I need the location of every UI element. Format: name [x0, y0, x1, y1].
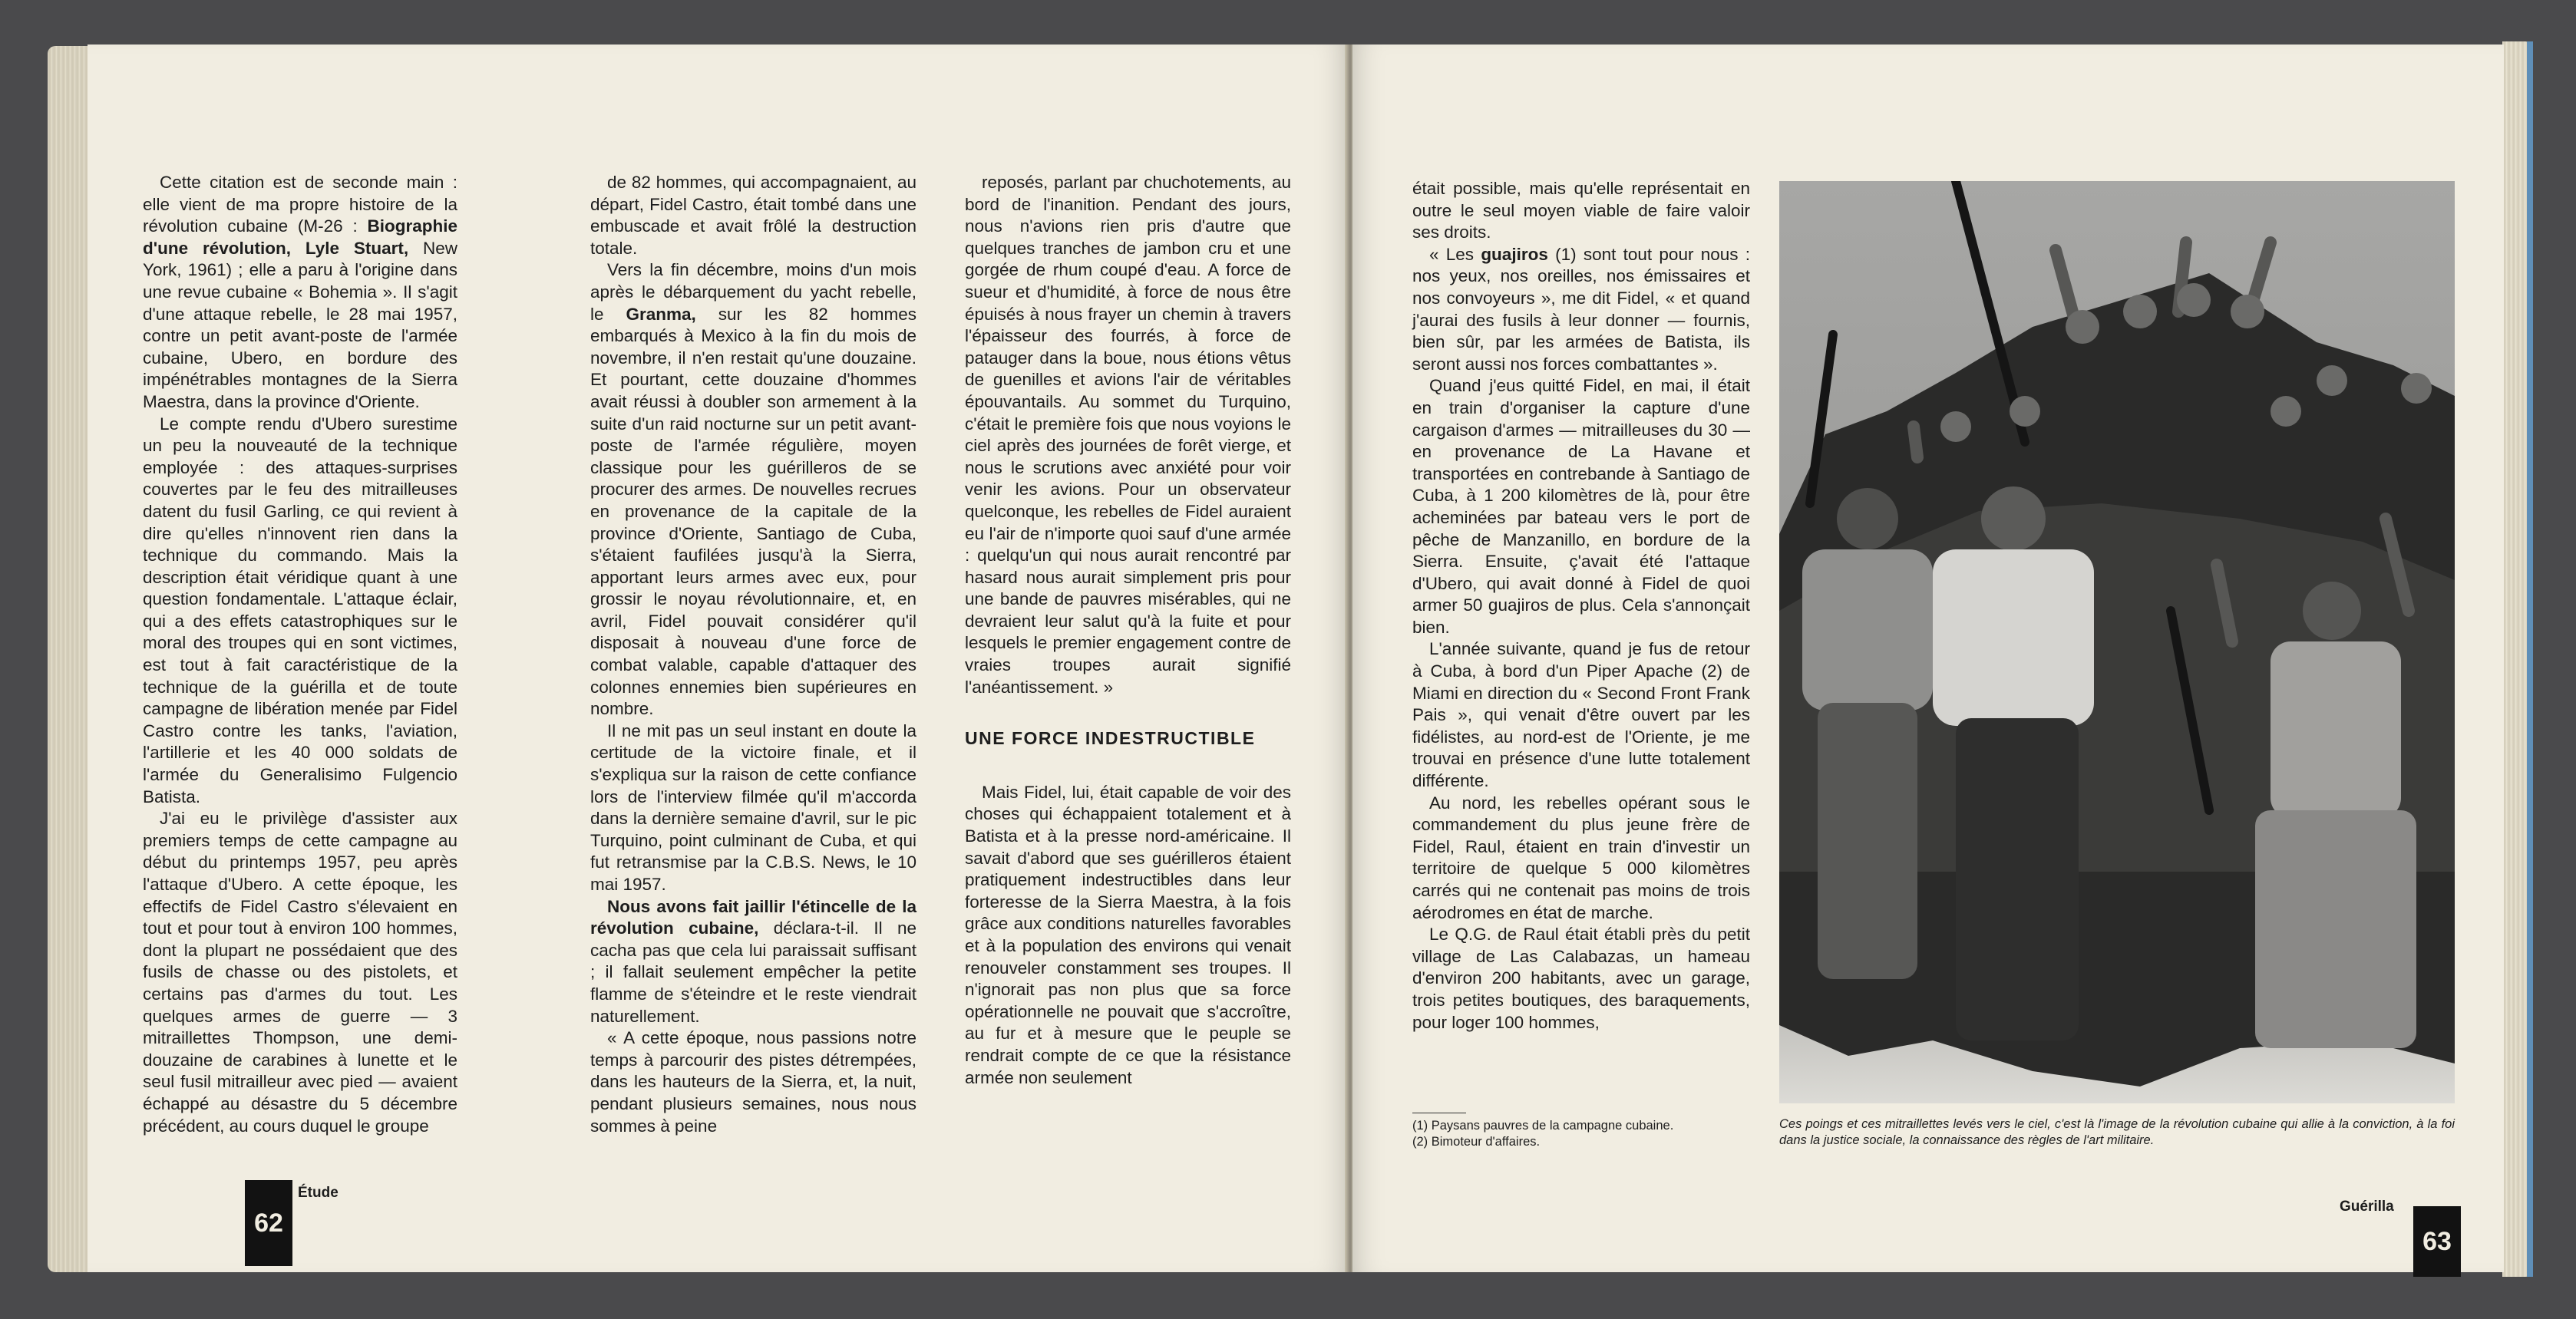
paragraph	[590, 259, 916, 720]
paragraph	[143, 414, 457, 809]
text-column-1	[143, 172, 457, 1137]
bold-text-run: Biographie d'une révolution, Lyle Stuart,	[143, 216, 457, 258]
paragraph	[1412, 793, 1750, 925]
text-run: Le compte rendu d'Ubero surestime un peu la nouveauté de la technique employée : des attaques-surprises couvertes par le feu des mitrailleuses datent du fusil Garling, ce qui revient à dire qu'elles n'innovent rien dans la technique du commando. Mais la description était véridique quant à une question fondamentale. L'attaque éclair, qui a des effets catastrophiques sur le moral des troupes qui en sont victimes, est tout à fait caractéristique de la technique de la guérilla et de toute campagne de libération menée par Fidel Castro contre les tanks, l'aviation, l'artillerie et les 40 000 soldats de l'armée du Generalisimo Fulgencio Batista.	[143, 414, 457, 806]
text-run: J'ai eu le privilège d'assister aux premiers temps de cette campagne au début du printemps 1957, peu après l'attaque d'Ubero. A cette époque, les effectifs de Fidel Castro s'élevaient en tout et pour tout à environ 100 hommes, dont la plupart ne possédaient que des fusils de chasse ou des pistolets, et certains pas d'armes du tout. Les quelques armes de guerre — 3 mitraillettes Thompson, une demi-douzaine de carabines à lunette et le seul fusil mitrailleur avec pied — avaient échappé au désastre du 5 décembre précédent, au cours duquel le groupe	[143, 809, 457, 1136]
text-run: Le Q.G. de Raul était établi près du petit village de Las Calabazas, un hameau d'environ 200 habitants, avec un garage, trois petites boutiques, des baraquements, pour loger 100 hommes,	[1412, 925, 1750, 1032]
right-page	[1352, 45, 2504, 1272]
section-heading: UNE FORCE INDESTRUCTIBLE	[965, 728, 1256, 749]
paragraph	[143, 808, 457, 1137]
photo-caption: Ces poings et ces mitraillettes levés vers le ciel, c'est là l'image de la révolution cubaine qui allie à la conviction, à la foi dans la justice sociale, la connaissance des règles de l'art militaire.	[1779, 1117, 2455, 1147]
running-head-left: Étude	[298, 1185, 339, 1201]
page-number-left: 62	[245, 1180, 292, 1266]
text-run: Quand j'eus quitté Fidel, en mai, il était en train d'organiser la capture d'une cargaison d'armes — mitrailleuses du 30 — en provenance de La Havane et transportées en contrebande à Santiago de Cuba, à 1 200 kilomètres de là, pour être acheminées par bateau vers le port de pêche de Manzanillo, en bordure de la Sierra. Ensuite, ç'avait été l'attaque d'Ubero, qui avait donné à Fidel de quoi armer 50 guajiros de plus. Cela s'annonçait bien.	[1412, 376, 1750, 637]
text-run: Il ne mit pas un seul instant en doute la certitude de la victoire finale, et il s'expliqua sur la raison de cette confiance lors de l'interview filmée qu'il m'accorda dans la dernière semaine d'avril, sur le pic Turquino, point culminant de Cuba, et qui fut retransmise par la C.B.S. News, le 10 mai 1957.	[590, 721, 916, 894]
running-head-right: Guérilla	[2340, 1199, 2394, 1215]
paragraph	[965, 172, 1291, 698]
paragraph	[590, 172, 916, 259]
text-run: L'année suivante, quand je fus de retour à Cuba, à bord d'un Piper Apache (2) de Miami en direction du « Second Front Frank Pais », qui venait d'être ouvert par les fidélistes, au nord-est de l'Oriente, je me trouvai en présence d'une lutte totalement différente.	[1412, 639, 1750, 791]
paragraph	[590, 721, 916, 896]
bold-text-run: guajiros	[1481, 244, 1548, 264]
text-run: de 82 hommes, qui accompagnaient, au départ, Fidel Castro, était tombé dans une embuscade et avait frôlé la destruction totale.	[590, 173, 916, 258]
text-column-3	[965, 172, 1291, 1089]
text-column-2	[590, 172, 916, 1137]
text-run: déclara-t-il. Il ne cacha pas que cela lui paraissait suffisant ; il fallait seulement empêcher la petite flamme de s'éteindre et le reste viendrait naturellement.	[590, 918, 917, 1026]
text-run: était possible, mais qu'elle représentait en outre le seul moyen viable de faire valoir ses droits.	[1412, 179, 1750, 242]
text-run: Cette citation est de seconde main : elle vient de ma propre histoire de la révolution cubaine (M-26 :	[143, 173, 457, 236]
paragraph	[965, 782, 1291, 1089]
bold-text-run: Granma,	[626, 304, 696, 324]
paragraph	[590, 1027, 916, 1137]
bold-text-run: Nous avons fait jaillir l'étincelle de la révolution cubaine,	[590, 896, 916, 938]
page-stack-right	[2502, 41, 2533, 1277]
footnotes	[1412, 1113, 1750, 1150]
left-page	[88, 45, 1346, 1272]
text-run: New York, 1961) ; elle a paru à l'origine dans une revue cubaine « Bohemia ». Il s'agit d'une attaque rebelle, le 28 mai 1957, contre un petit avant-poste de l'armée cubaine, Ubero, en bordure des impénétrables montagnes de la Sierra Maestra, dans la province d'Oriente.	[143, 238, 457, 411]
paragraph	[1412, 244, 1750, 376]
paragraph	[590, 896, 916, 1028]
text-run: « Les	[1429, 244, 1481, 264]
text-run: Vers la fin décembre, moins d'un mois après le débarquement du yacht rebelle, le	[590, 260, 916, 324]
paragraph	[143, 172, 457, 414]
text-run: Mais Fidel, lui, était capable de voir des choses qui échappaient totalement et à Batista et à la presse nord-américaine. Il savait d'abord que ses guérilleros étaient pratiquement indestructibles dans leur forteresse de la Sierra Maestra, à la fois grâce aux conditions naturelles favorables et à la population des environs qui venait renouveler constamment ses troupes. Il n'ignorait pas non plus que sa force opérationnelle ne pouvait que s'accroître, au fur et à mesure que le peuple se rendrait compte de ce que la résistance armée non seulement	[965, 782, 1291, 1087]
text-run: « A cette époque, nous passions notre temps à parcourir des pistes détrempées, dans les hauteurs de la Sierra, et, la nuit, pendant plusieurs semaines, nous nous sommes à peine	[590, 1028, 916, 1136]
text-run: (1) sont tout pour nous : nos yeux, nos oreilles, nos émissaires et nos convoyeurs », me dit Fidel, « et quand j'aurai des fusils à leur donner — fournis, bien sûr, par les armées de Batista, ils seront aussi nos forces combattantes ».	[1412, 244, 1751, 374]
open-book	[48, 38, 2533, 1280]
text-run: Au nord, les rebelles opérant sous le commandement du plus jeune frère de Fidel, Raul, étaient en train d'investir un territoire de quelque 5 000 kilomètres carrés qui ne contenait pas moins de trois aérodromes en état de marche.	[1412, 793, 1750, 922]
paragraph	[1412, 638, 1750, 792]
text-run: sur les 82 hommes embarqués à Mexico à la fin du mois de novembre, il n'en restait qu'une douzaine. Et pourtant, cette douzaine d'hommes avait réussi à doubler son armement à la suite d'un raid nocturne sur un petit avant-poste de l'armée régulière, moyen classique pour les guérilleros de se procurer des armes. De nouvelles recrues en provenance de la capitale de la province d'Oriente, Santiago de Cuba, s'étaient faufilées jusqu'à la Sierra, apportant leurs armes avec eux, pour grossir le noyau révolutionnaire, et, en avril, Fidel pouvait considérer qu'il disposait à nouveau d'une force de combat valable, capable d'attaquer des colonnes ennemies bien supérieures en nombre.	[590, 304, 917, 719]
paragraph	[1412, 178, 1750, 244]
paragraph	[1412, 924, 1750, 1034]
text-column-1	[1412, 178, 1750, 1034]
text-run: reposés, parlant par chuchotements, au bord de l'inanition. Pendant des jours, nous n'avions rien pris d'autre que quelques tranches de jambon cru et une gorgée de rhum coupé d'eau. A force de sueur et d'humidité, à force de nous être épuisés à nous frayer un chemin à travers l'épaisseur des fourrés, à force de patauger dans la boue, nous étions vêtus de guenilles et avions l'air de véritables épouvantails. Au sommet du Turquino, c'était le première fois que nous voyions le ciel après des journées de forêt vierge, et nous le scrutions avec anxiété pour voir venir les avions. Pour un observateur quelconque, les rebelles de Fidel auraient eu l'air de n'importe quoi sauf d'une armée : quelqu'un qui nous aurait rencontré par hasard nous aurait simplement pris pour une bande de pauvres misérables, qui ne devraient leur salut qu'à la fuite et pour lesquels le premier engagement contre de vraies troupes aurait signifié l'anéantissement. »	[965, 173, 1291, 697]
paragraph	[1412, 375, 1750, 638]
page-number-right: 63	[2413, 1206, 2461, 1277]
photo-guerrilla-fighters	[1779, 181, 2455, 1103]
footnote-1: (1) Paysans pauvres de la campagne cubaine.	[1412, 1119, 1674, 1133]
footnote-2: (2) Bimoteur d'affaires.	[1412, 1135, 1541, 1149]
